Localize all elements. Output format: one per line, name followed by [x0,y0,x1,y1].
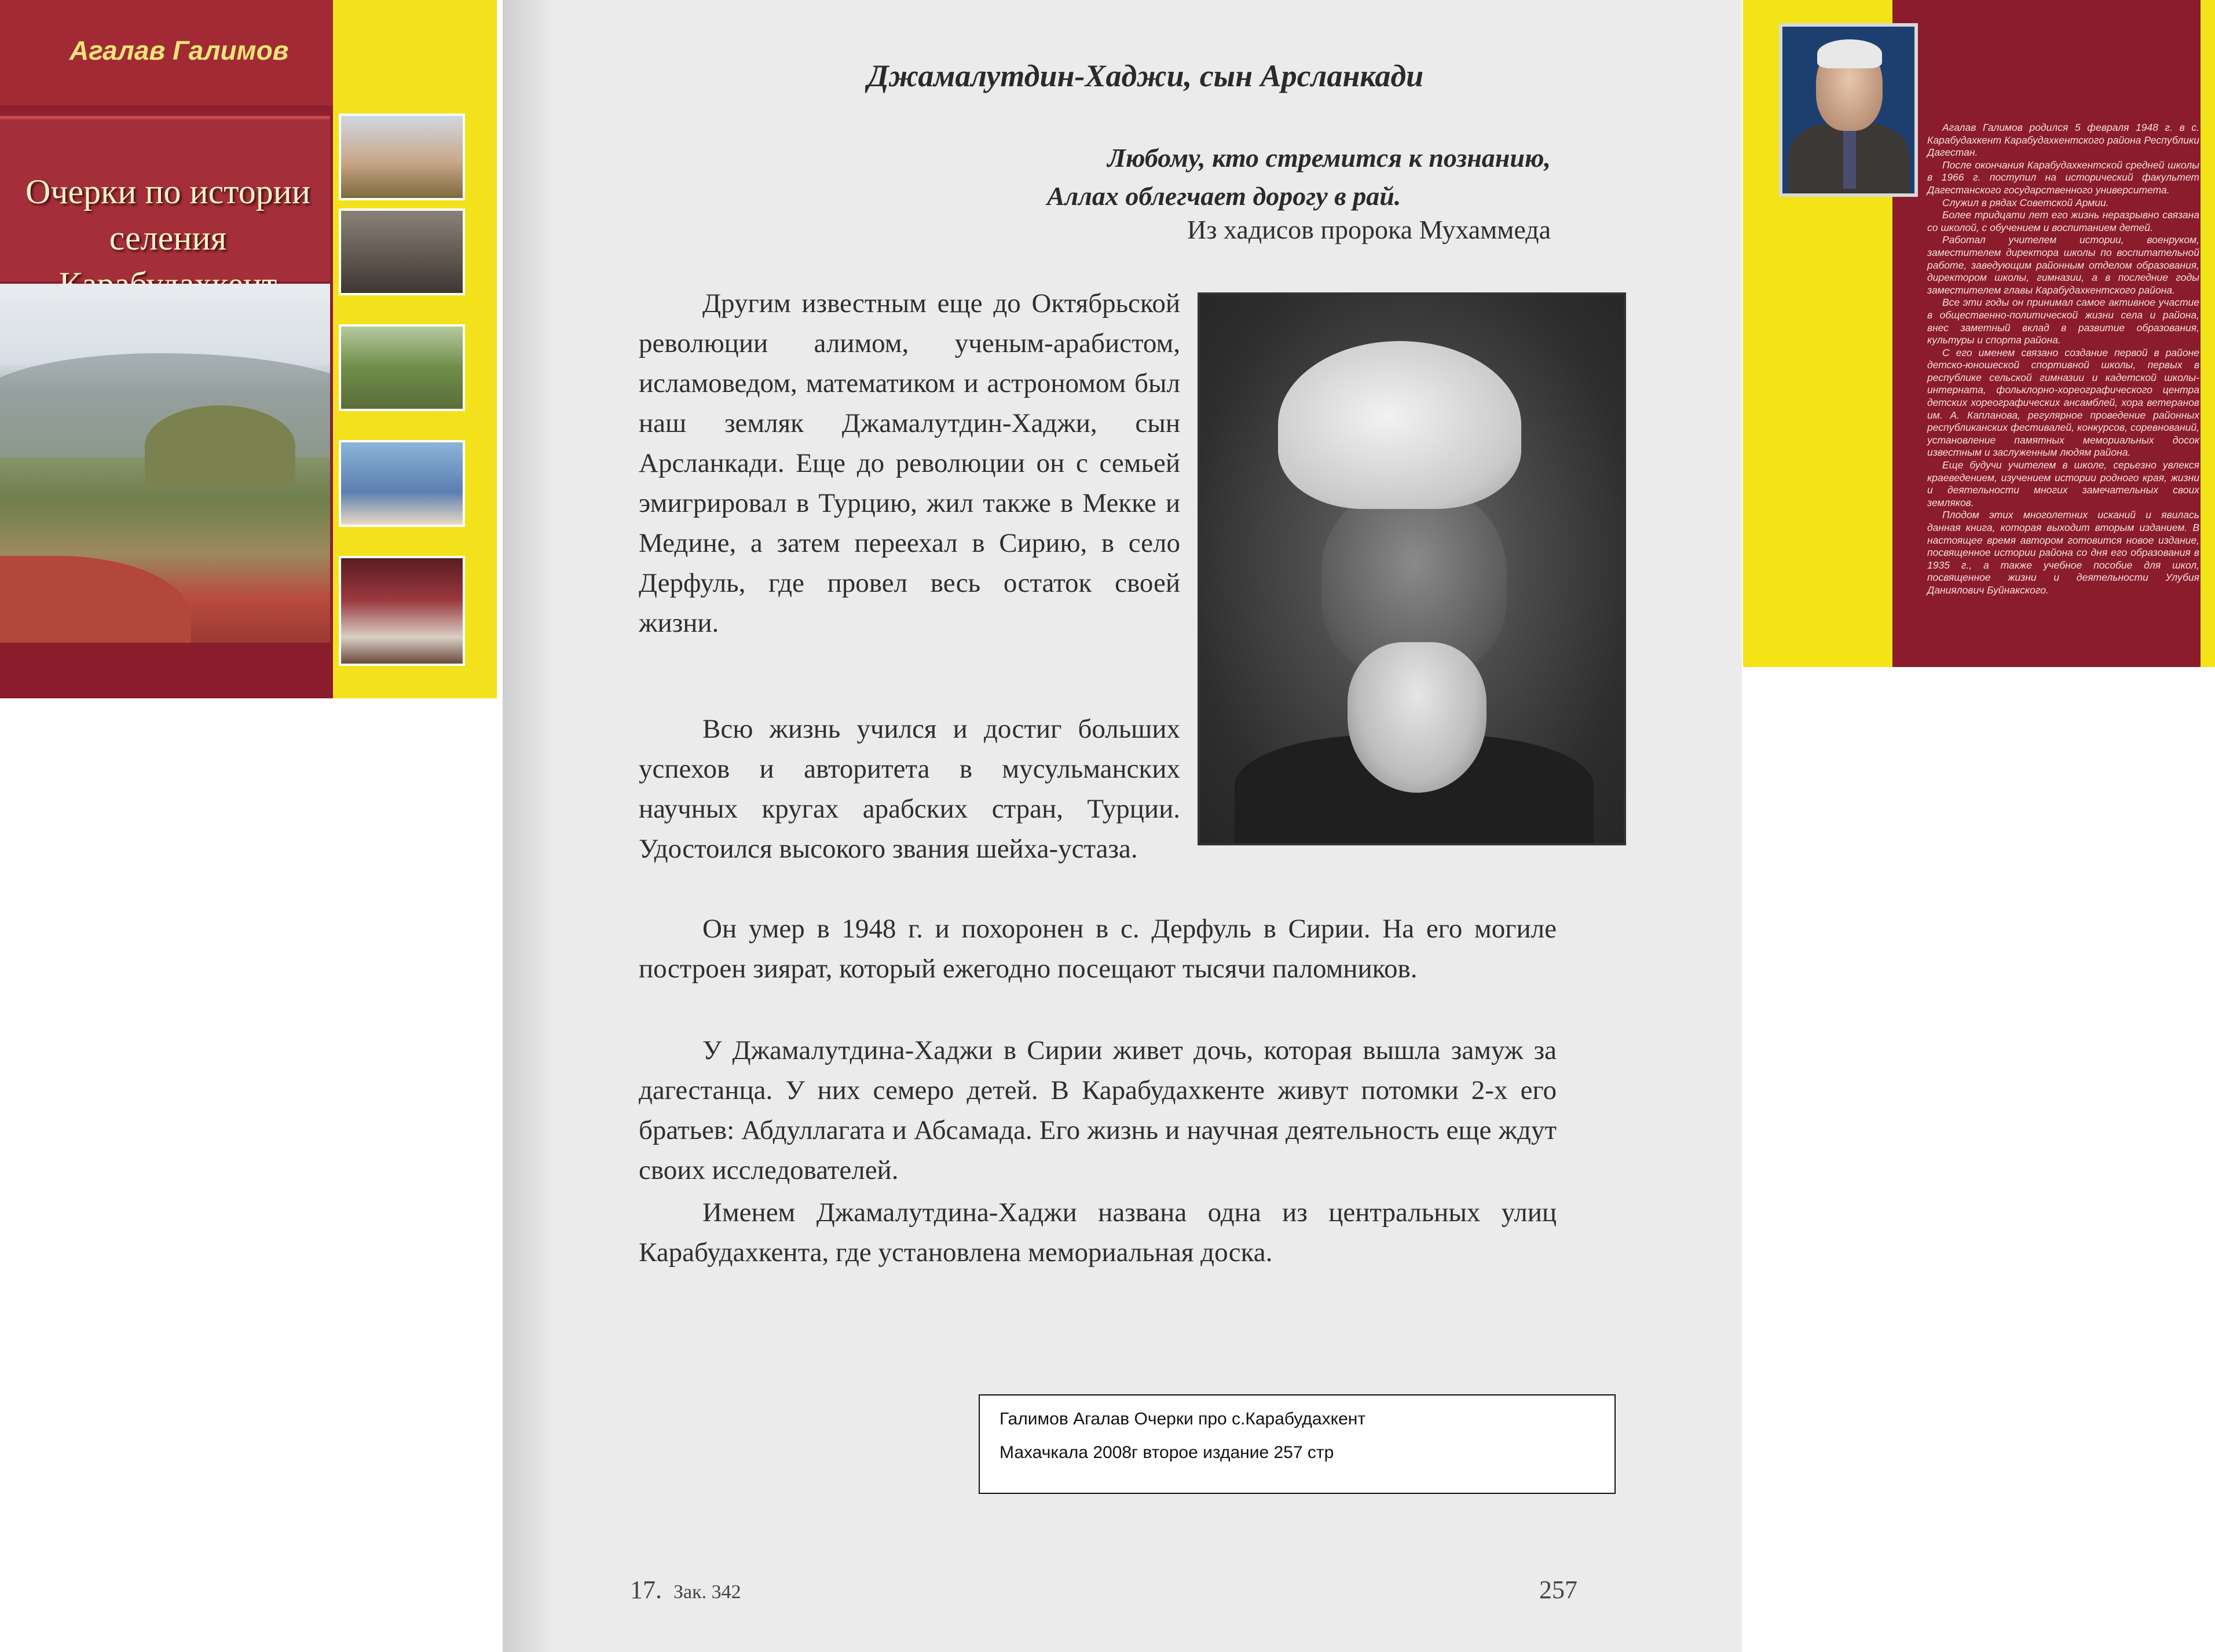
epigraph-line1: Любому, кто стремится к познанию, [1107,143,1551,173]
citation-box [979,1394,1616,1494]
page-number: 257 [1539,1576,1577,1604]
front-cover-yellow-corner [333,0,497,105]
epigraph-line2: Аллах облегчает дорогу в рай. [1047,181,1401,211]
author-portrait [1779,23,1918,197]
bio-paragraph: После окончания Карабудахкентской средней школы в 1966 г. поступил на исторический факультет Дагестанского государственного университета. [1927,159,2199,196]
paragraph-4: У Джамалутдина-Хаджи в Сирии живет дочь, которая вышла замуж за дагестанца. У них семеро детей. В Карабудахкенте живут потомки 2-х его братьев: Абдуллагата и Абсамада. Его жизнь и научная деятельность еще ждут своих исследователей. [639,1035,1557,1185]
paragraph-5: Именем Джамалутдина-Хаджи названа одна из центральных улиц Карабудахкента, где установлена мемориальная доска. [639,1197,1557,1268]
paragraph-2: Всю жизнь учился и достиг больших успехов и авторитета в мусульманских научных кругах арабских стран, Турции. Удостоился высокого звания шейха-устаза. [639,714,1180,864]
front-cover-author: Агалав Галимов [69,35,289,65]
front-cover-title-panel [0,116,330,281]
page-footer-signature [630,1575,741,1605]
paragraph-3: Он умер в 1948 г. и похоронен в с. Дерфуль в Сирии. На его могиле построен зиярат, который ежегодно посещают тысячи паломников. [639,914,1557,984]
author-tie [1843,125,1856,189]
strip-photo-5 [339,556,465,666]
page-gutter-shadow [503,0,555,1652]
front-cover-title-line1: Очерки по истории [25,173,310,211]
bio-paragraph: Работал учителем истории, военруком, заместителем директора школы по воспитательной работе, заведующим районным отделом образования, директором школы, гимназии, а в последние годы заместителем главы Карабудахкентского района. [1927,234,2199,296]
epigraph [1012,139,1551,215]
front-cover-bottom-band [0,643,333,698]
bio-paragraph: Служил в рядах Советской Армии. [1942,196,2109,208]
portrait-photo [1198,292,1626,845]
bio-paragraph: Еще будучи учителем в школе, серьезно увлекся краеведением, изучением истории родного края, жизни и деятельности многих замечательных своих земляков. [1927,459,2199,508]
paragraph-1: Другим известным еще до Октябрьской революции алимом, ученым-арабистом, исламоведом, математиком и астрономом был наш земляк Джамалутдин-Хаджи, сын Арсланкади. Еще до революции он с семьей эмигрировал в Турцию, жил также в Мекке и Медине, а затем переехал в Сирию, в село Дерфуль, где провел весь остаток своей жизни. [639,288,1180,638]
strip-photo-2 [339,208,465,295]
scanned-book-page [503,0,1742,1652]
front-cover-title-line2: селения [109,219,227,257]
portrait-turban [1278,341,1521,509]
citation-line1: Галимов Агалав Очерки про с.Карабудахкент [1000,1409,1366,1428]
front-cover-landscape-photo [0,284,330,643]
bio-paragraph: Более тридцати лет его жизнь неразрывно связана со школой, с обучением и воспитанием детей. [1927,209,2199,233]
author-hair [1817,39,1882,68]
author-biography [1927,122,2199,597]
chapter-title: Джамалутдин-Хаджи, сын Арсланкади [867,58,1424,93]
epigraph-source: Из хадисов пророка Мухаммеда [1187,215,1551,244]
strip-photo-3 [339,324,465,411]
back-cover [1743,0,2215,667]
front-cover [0,0,497,698]
strip-photo-4 [339,440,465,527]
landscape-red-rock [0,556,191,643]
bio-paragraph: Все эти годы он принимал самое активное участие в общественно-политической жизни села и района, внес заметный вклад в развитие образования, культуры и спорта района. [1927,296,2199,346]
back-cover-yellow-edge [2201,0,2215,667]
strip-photo-1 [339,113,465,200]
footer-signature-number: 17. [630,1576,662,1604]
footer-order-number: Зак. 342 [673,1581,741,1603]
bio-paragraph: С его именем связано создание первой в районе детско-юношеской спортивной школы, первых в республике сельской гимназии и кадетской школы-интерната, фольклорно-хореографического центра детских хореографических ансамблей, хора ветеранов им. А. Капланова, регулярное проведение районных республиканских фестивалей, конкурсов, соревнований, установление памятных мемориальных досок известным и заслуженным людям района. [1927,346,2199,459]
landscape-hill [145,405,295,486]
bio-paragraph: Агалав Галимов родился 5 февраля 1948 г. в с. Карабудахкент Карабудахкентского района Республики Дагестан. [1927,122,2199,159]
bio-paragraph: Плодом этих многолетних исканий и явилась данная книга, которая выходит вторым изданием. В настоящее время автором готовится новое издание, посвященное истории района со дня его образования в 1935 г., а также учебное пособие для школ, посвященное жизни и деятельности Улубия Даниялович Буйнакского. [1927,509,2199,596]
portrait-beard [1348,642,1487,793]
citation-line2: Махачкала 2008г второе издание 257 стр [1000,1443,1334,1462]
